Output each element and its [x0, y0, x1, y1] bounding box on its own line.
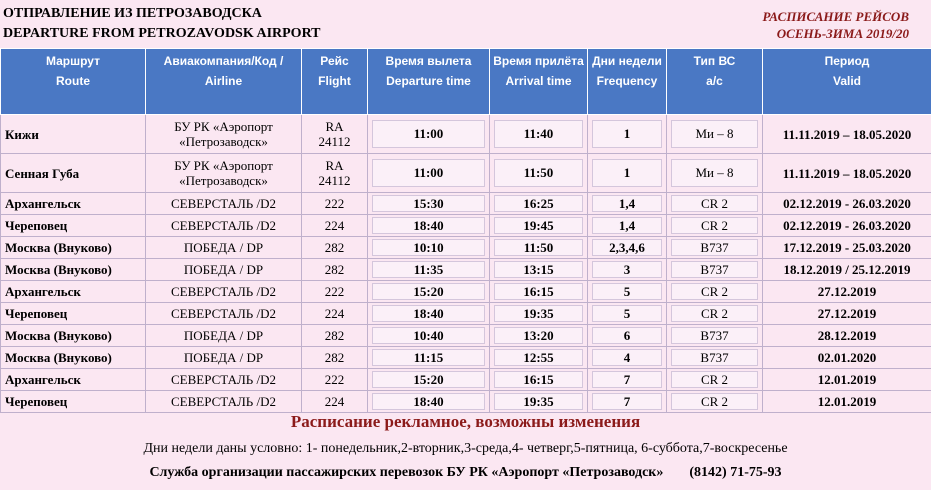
cell-days-text: 1,4 [592, 217, 662, 234]
schedule-body [1, 115, 931, 413]
cell-airline-text: БУ РК «Аэропорт «Петрозаводск» [174, 119, 273, 149]
cell-departure-text: 15:20 [372, 371, 485, 388]
cell-arrival-text: 16:15 [494, 283, 583, 300]
table-row [1, 391, 931, 413]
cell-arrival [490, 347, 588, 369]
cell-departure-text: 15:30 [372, 195, 485, 212]
cell-departure-text: 18:40 [372, 217, 485, 234]
cell-airline-text: СЕВЕРСТАЛЬ /D2 [171, 284, 276, 299]
cell-days [588, 154, 667, 193]
schedule-notice: Расписание рекламное, возможны изменения [290, 412, 641, 431]
cell-arrival-text: 11:50 [494, 239, 583, 256]
column-header-ru: Авиакомпания/Код / [163, 54, 284, 68]
cell-departure-text: 11:00 [372, 120, 485, 148]
table-row [1, 154, 931, 193]
cell-airline-text: СЕВЕРСТАЛЬ /D2 [171, 196, 276, 211]
cell-aircraft [667, 193, 763, 215]
cell-valid-text: 02.12.2019 - 26.03.2020 [783, 196, 911, 211]
cell-airline [146, 281, 302, 303]
cell-flight [302, 369, 368, 391]
cell-arrival-text: 11:40 [494, 120, 583, 148]
cell-aircraft-text: CR 2 [671, 195, 758, 212]
cell-arrival-text: 13:20 [494, 327, 583, 344]
cell-route [1, 193, 146, 215]
cell-arrival [490, 193, 588, 215]
cell-departure-text: 18:40 [372, 393, 485, 410]
cell-route [1, 281, 146, 303]
cell-days-text: 4 [592, 349, 662, 366]
cell-route-text: Архангельск [5, 372, 81, 387]
cell-airline [146, 347, 302, 369]
cell-route-text: Москва (Внуково) [5, 262, 112, 277]
table-row [1, 347, 931, 369]
cell-departure [368, 193, 490, 215]
cell-valid [763, 369, 931, 391]
cell-arrival [490, 115, 588, 154]
column-header-en: Route [56, 74, 90, 88]
cell-flight-text: 222 [324, 196, 345, 211]
cell-airline [146, 115, 302, 154]
cell-valid-text: 27.12.2019 [817, 284, 877, 299]
cell-valid [763, 259, 931, 281]
cell-arrival [490, 154, 588, 193]
cell-days-text: 3 [592, 261, 662, 278]
cell-days [588, 303, 667, 325]
cell-valid-text: 17.12.2019 - 25.03.2020 [783, 240, 911, 255]
cell-days [588, 369, 667, 391]
column-header-valid [763, 49, 931, 115]
cell-days [588, 115, 667, 154]
cell-aircraft-text: Ми – 8 [671, 159, 758, 187]
cell-days-text: 7 [592, 371, 662, 388]
cell-route-text: Череповец [5, 394, 68, 409]
cell-valid-text: 27.12.2019 [817, 306, 877, 321]
cell-departure [368, 369, 490, 391]
cell-flight-text: 222 [324, 284, 345, 299]
service-contact [0, 465, 931, 481]
cell-arrival-text: 19:35 [494, 393, 583, 410]
cell-valid [763, 215, 931, 237]
cell-aircraft [667, 347, 763, 369]
cell-airline-text: СЕВЕРСТАЛЬ /D2 [171, 394, 276, 409]
cell-aircraft [667, 237, 763, 259]
cell-aircraft [667, 259, 763, 281]
schedule-heading-line2: ОСЕНЬ-ЗИМА 2019/20 [776, 26, 909, 41]
table-row [1, 259, 931, 281]
cell-route [1, 325, 146, 347]
cell-airline [146, 369, 302, 391]
cell-departure [368, 237, 490, 259]
column-header-en: Airline [204, 74, 243, 88]
column-header-airline [146, 49, 302, 115]
cell-flight-text: 224 [324, 394, 345, 409]
cell-days [588, 193, 667, 215]
cell-route-text: Архангельск [5, 196, 81, 211]
cell-valid [763, 391, 931, 413]
cell-aircraft-text: CR 2 [671, 217, 758, 234]
cell-airline-text: СЕВЕРСТАЛЬ /D2 [171, 218, 276, 233]
cell-arrival [490, 303, 588, 325]
cell-airline-text: БУ РК «Аэропорт «Петрозаводск» [174, 158, 273, 188]
cell-aircraft-text: B737 [671, 327, 758, 344]
cell-airline-text: ПОБЕДА / DP [183, 262, 264, 277]
cell-valid-text: 28.12.2019 [817, 328, 877, 343]
cell-departure [368, 115, 490, 154]
cell-route-text: Москва (Внуково) [5, 350, 112, 365]
cell-route-text: Череповец [5, 306, 68, 321]
cell-valid-text: 12.01.2019 [817, 372, 877, 387]
cell-departure [368, 281, 490, 303]
table-row [1, 193, 931, 215]
table-row [1, 281, 931, 303]
table-row [1, 215, 931, 237]
cell-days [588, 237, 667, 259]
cell-aircraft-text: B737 [671, 349, 758, 366]
cell-aircraft [667, 369, 763, 391]
cell-flight [302, 391, 368, 413]
cell-aircraft-text: CR 2 [671, 305, 758, 322]
cell-arrival [490, 259, 588, 281]
cell-days [588, 347, 667, 369]
service-phone: (8142) 71-75-93 [689, 465, 782, 480]
cell-route [1, 303, 146, 325]
column-header-ru: Период [824, 54, 870, 68]
cell-flight-text: 282 [324, 240, 345, 255]
cell-route [1, 237, 146, 259]
cell-aircraft [667, 391, 763, 413]
cell-airline-text: СЕВЕРСТАЛЬ /D2 [171, 306, 276, 321]
cell-valid-text: 11.11.2019 – 18.05.2020 [782, 165, 912, 181]
cell-departure [368, 303, 490, 325]
cell-flight-text: RA 24112 [318, 119, 351, 149]
column-header-flight [302, 49, 368, 115]
cell-valid [763, 347, 931, 369]
cell-arrival [490, 237, 588, 259]
cell-route [1, 115, 146, 154]
cell-aircraft [667, 281, 763, 303]
column-header-ru: Тип ВС [693, 54, 736, 68]
cell-valid [763, 154, 931, 193]
cell-valid-text: 02.12.2019 - 26.03.2020 [783, 218, 911, 233]
cell-airline [146, 237, 302, 259]
cell-airline [146, 325, 302, 347]
schedule-heading [763, 8, 910, 42]
cell-flight-text: RA 24112 [318, 158, 351, 188]
column-header-en: Flight [318, 74, 351, 88]
cell-departure [368, 154, 490, 193]
cell-airline-text: СЕВЕРСТАЛЬ /D2 [171, 372, 276, 387]
column-header-ru: Время прилёта [493, 54, 584, 68]
cell-airline-text: ПОБЕДА / DP [183, 328, 264, 343]
cell-route-text: Москва (Внуково) [5, 328, 112, 343]
service-name: Служба организации пассажирских перевозок БУ РК «Аэропорт «Петрозаводск» [149, 465, 664, 480]
table-row [1, 369, 931, 391]
cell-aircraft-text: Ми – 8 [671, 120, 758, 148]
cell-route [1, 215, 146, 237]
cell-days-text: 2,3,4,6 [592, 239, 662, 256]
column-header-en: Departure time [386, 74, 471, 88]
cell-days [588, 259, 667, 281]
column-header-route [1, 49, 146, 115]
cell-days-text: 6 [592, 327, 662, 344]
cell-arrival-text: 19:35 [494, 305, 583, 322]
cell-departure-text: 11:00 [372, 159, 485, 187]
cell-flight [302, 259, 368, 281]
cell-aircraft [667, 115, 763, 154]
table-row [1, 303, 931, 325]
cell-aircraft [667, 303, 763, 325]
cell-flight [302, 215, 368, 237]
cell-flight [302, 325, 368, 347]
column-header-en: Valid [832, 74, 861, 88]
column-header-arrival [490, 49, 588, 115]
cell-airline [146, 154, 302, 193]
cell-valid-text: 02.01.2020 [817, 350, 877, 365]
cell-aircraft-text: CR 2 [671, 393, 758, 410]
cell-arrival [490, 215, 588, 237]
cell-flight-text: 282 [324, 328, 345, 343]
column-header-frequency [588, 49, 667, 115]
cell-airline [146, 303, 302, 325]
column-header-departure [368, 49, 490, 115]
cell-flight [302, 193, 368, 215]
cell-aircraft [667, 154, 763, 193]
cell-days-text: 5 [592, 305, 662, 322]
cell-aircraft-text: CR 2 [671, 283, 758, 300]
cell-days-text: 5 [592, 283, 662, 300]
cell-departure [368, 259, 490, 281]
cell-aircraft [667, 325, 763, 347]
column-header-ru: Маршрут [45, 54, 101, 68]
cell-days [588, 325, 667, 347]
column-header-en: Frequency [596, 74, 658, 88]
cell-departure-text: 15:20 [372, 283, 485, 300]
cell-route [1, 369, 146, 391]
cell-valid-text: 18.12.2019 / 25.12.2019 [783, 262, 911, 277]
cell-valid-text: 11.11.2019 – 18.05.2020 [782, 126, 912, 142]
cell-days-text: 7 [592, 393, 662, 410]
cell-departure [368, 391, 490, 413]
cell-aircraft-text: B737 [671, 261, 758, 278]
cell-arrival [490, 281, 588, 303]
cell-days-text: 1 [592, 120, 662, 148]
cell-flight-text: 224 [324, 306, 345, 321]
column-header-aircraft [667, 49, 763, 115]
cell-flight-text: 224 [324, 218, 345, 233]
cell-flight [302, 115, 368, 154]
cell-arrival [490, 325, 588, 347]
cell-route-text: Сенная Губа [5, 165, 80, 181]
cell-flight-text: 222 [324, 372, 345, 387]
column-header-en: Arrival time [505, 74, 572, 88]
cell-route [1, 259, 146, 281]
cell-departure [368, 215, 490, 237]
cell-airline-text: ПОБЕДА / DP [183, 350, 264, 365]
cell-arrival [490, 369, 588, 391]
cell-days-text: 1 [592, 159, 662, 187]
departure-heading-en: DEPARTURE FROM PETROZAVODSK AIRPORT [3, 26, 321, 41]
cell-valid [763, 281, 931, 303]
cell-departure [368, 347, 490, 369]
cell-departure-text: 18:40 [372, 305, 485, 322]
cell-aircraft-text: B737 [671, 239, 758, 256]
cell-aircraft-text: CR 2 [671, 371, 758, 388]
cell-flight [302, 237, 368, 259]
cell-aircraft [667, 215, 763, 237]
cell-airline [146, 259, 302, 281]
cell-arrival [490, 391, 588, 413]
column-header-en: a/c [706, 74, 723, 88]
cell-route [1, 391, 146, 413]
cell-departure-text: 10:40 [372, 327, 485, 344]
cell-flight [302, 154, 368, 193]
cell-arrival-text: 19:45 [494, 217, 583, 234]
cell-flight [302, 303, 368, 325]
header-row [1, 49, 931, 115]
departure-heading-ru: ОТПРАВЛЕНИЕ ИЗ ПЕТРОЗАВОДСКА [3, 6, 262, 21]
cell-valid [763, 325, 931, 347]
cell-days [588, 281, 667, 303]
schedule-heading-line1: РАСПИСАНИЕ РЕЙСОВ [762, 9, 909, 24]
cell-days-text: 1,4 [592, 195, 662, 212]
table-row [1, 237, 931, 259]
cell-route [1, 154, 146, 193]
cell-arrival-text: 13:15 [494, 261, 583, 278]
cell-arrival-text: 12:55 [494, 349, 583, 366]
cell-flight [302, 347, 368, 369]
column-header-ru: Время вылета [385, 54, 472, 68]
cell-route [1, 347, 146, 369]
cell-arrival-text: 16:15 [494, 371, 583, 388]
cell-arrival-text: 16:25 [494, 195, 583, 212]
cell-airline [146, 391, 302, 413]
cell-route-text: Архангельск [5, 284, 81, 299]
cell-departure-text: 11:35 [372, 261, 485, 278]
cell-airline [146, 193, 302, 215]
cell-flight-text: 282 [324, 350, 345, 365]
cell-valid [763, 303, 931, 325]
column-header-ru: Рейс [320, 54, 349, 68]
cell-days [588, 215, 667, 237]
cell-route-text: Кижи [5, 126, 39, 142]
cell-airline-text: ПОБЕДА / DP [183, 240, 264, 255]
cell-valid [763, 115, 931, 154]
cell-flight-text: 282 [324, 262, 345, 277]
departure-heading [3, 4, 321, 44]
cell-route-text: Москва (Внуково) [5, 240, 112, 255]
cell-valid [763, 237, 931, 259]
cell-departure-text: 10:10 [372, 239, 485, 256]
days-legend: Дни недели даны условно: 1- понедельник,2-вторник,3-среда,4- четверг,5-пятница, 6-суббота,7-воскресенье [143, 441, 788, 456]
cell-valid [763, 193, 931, 215]
cell-days [588, 391, 667, 413]
cell-airline [146, 215, 302, 237]
table-row [1, 325, 931, 347]
cell-arrival-text: 11:50 [494, 159, 583, 187]
cell-departure [368, 325, 490, 347]
table-row [1, 115, 931, 154]
cell-departure-text: 11:15 [372, 349, 485, 366]
cell-valid-text: 12.01.2019 [817, 394, 877, 409]
cell-route-text: Череповец [5, 218, 68, 233]
column-header-ru: Дни недели [592, 54, 662, 68]
cell-flight [302, 281, 368, 303]
schedule-table [0, 48, 931, 413]
